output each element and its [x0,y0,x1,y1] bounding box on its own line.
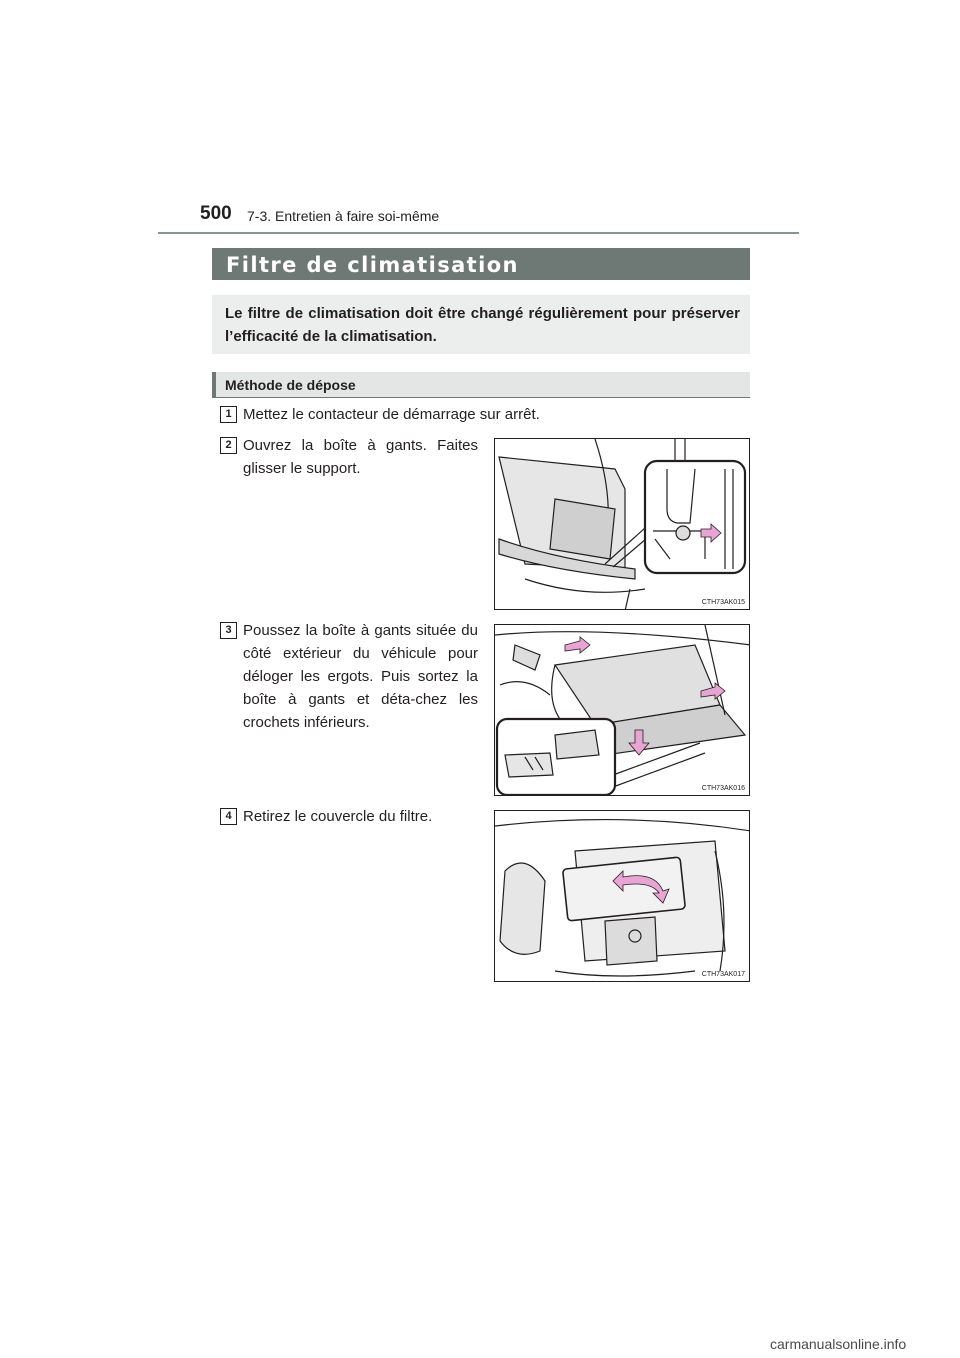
step-number-1: 1 [220,406,237,423]
header-rule [158,232,799,234]
figure-glovebox-support [494,438,750,610]
figure-filter-cover [494,810,750,982]
subsection-bar [212,372,750,398]
filter-cover [563,857,686,921]
glovebox-support-illustration [495,439,750,610]
step-text-2: Ouvrez la boîte à gants. Faites glisser le support. [243,437,478,477]
glovebox-removal-illustration [495,625,750,796]
figure-glovebox-removal [494,624,750,796]
chapter-title: 7-3. Entretien à faire soi-même [247,208,440,224]
page-number: 500 [200,203,232,224]
step-text-4: Retirez le couvercle du filtre. [243,808,433,825]
filter-cover-illustration [495,811,750,982]
watermark: carmanualsonline.info [770,1336,907,1352]
figure-code: CTH73AK015 [701,599,745,606]
intro-box [212,295,750,354]
subsection-accent [212,372,216,397]
step-text-3: Poussez la boîte à gants située du côté extérieur du véhicule pour déloger les ergots. Puis sortez la boîte à gants et déta-chez les crochets inférieurs. [243,622,478,731]
figure-code: CTH73AK016 [701,785,745,792]
intro-text: Le filtre de climatisation doit être changé régulièrement pour préserver l’efficacité de la climatisation. [225,305,740,345]
section-title-bar [212,248,750,280]
subsection-title: Méthode de dépose [225,377,356,393]
section-title: Filtre de climatisation [226,253,519,277]
step-number-4: 4 [220,808,237,825]
step-number-2: 2 [220,437,237,454]
push-arrow-icon [565,637,590,653]
step-text-1: Mettez le contacteur de démarrage sur arrêt. [243,406,540,423]
detail-inset [645,461,745,573]
figure-code: CTH73AK017 [701,971,745,978]
step-number-3: 3 [220,622,237,639]
